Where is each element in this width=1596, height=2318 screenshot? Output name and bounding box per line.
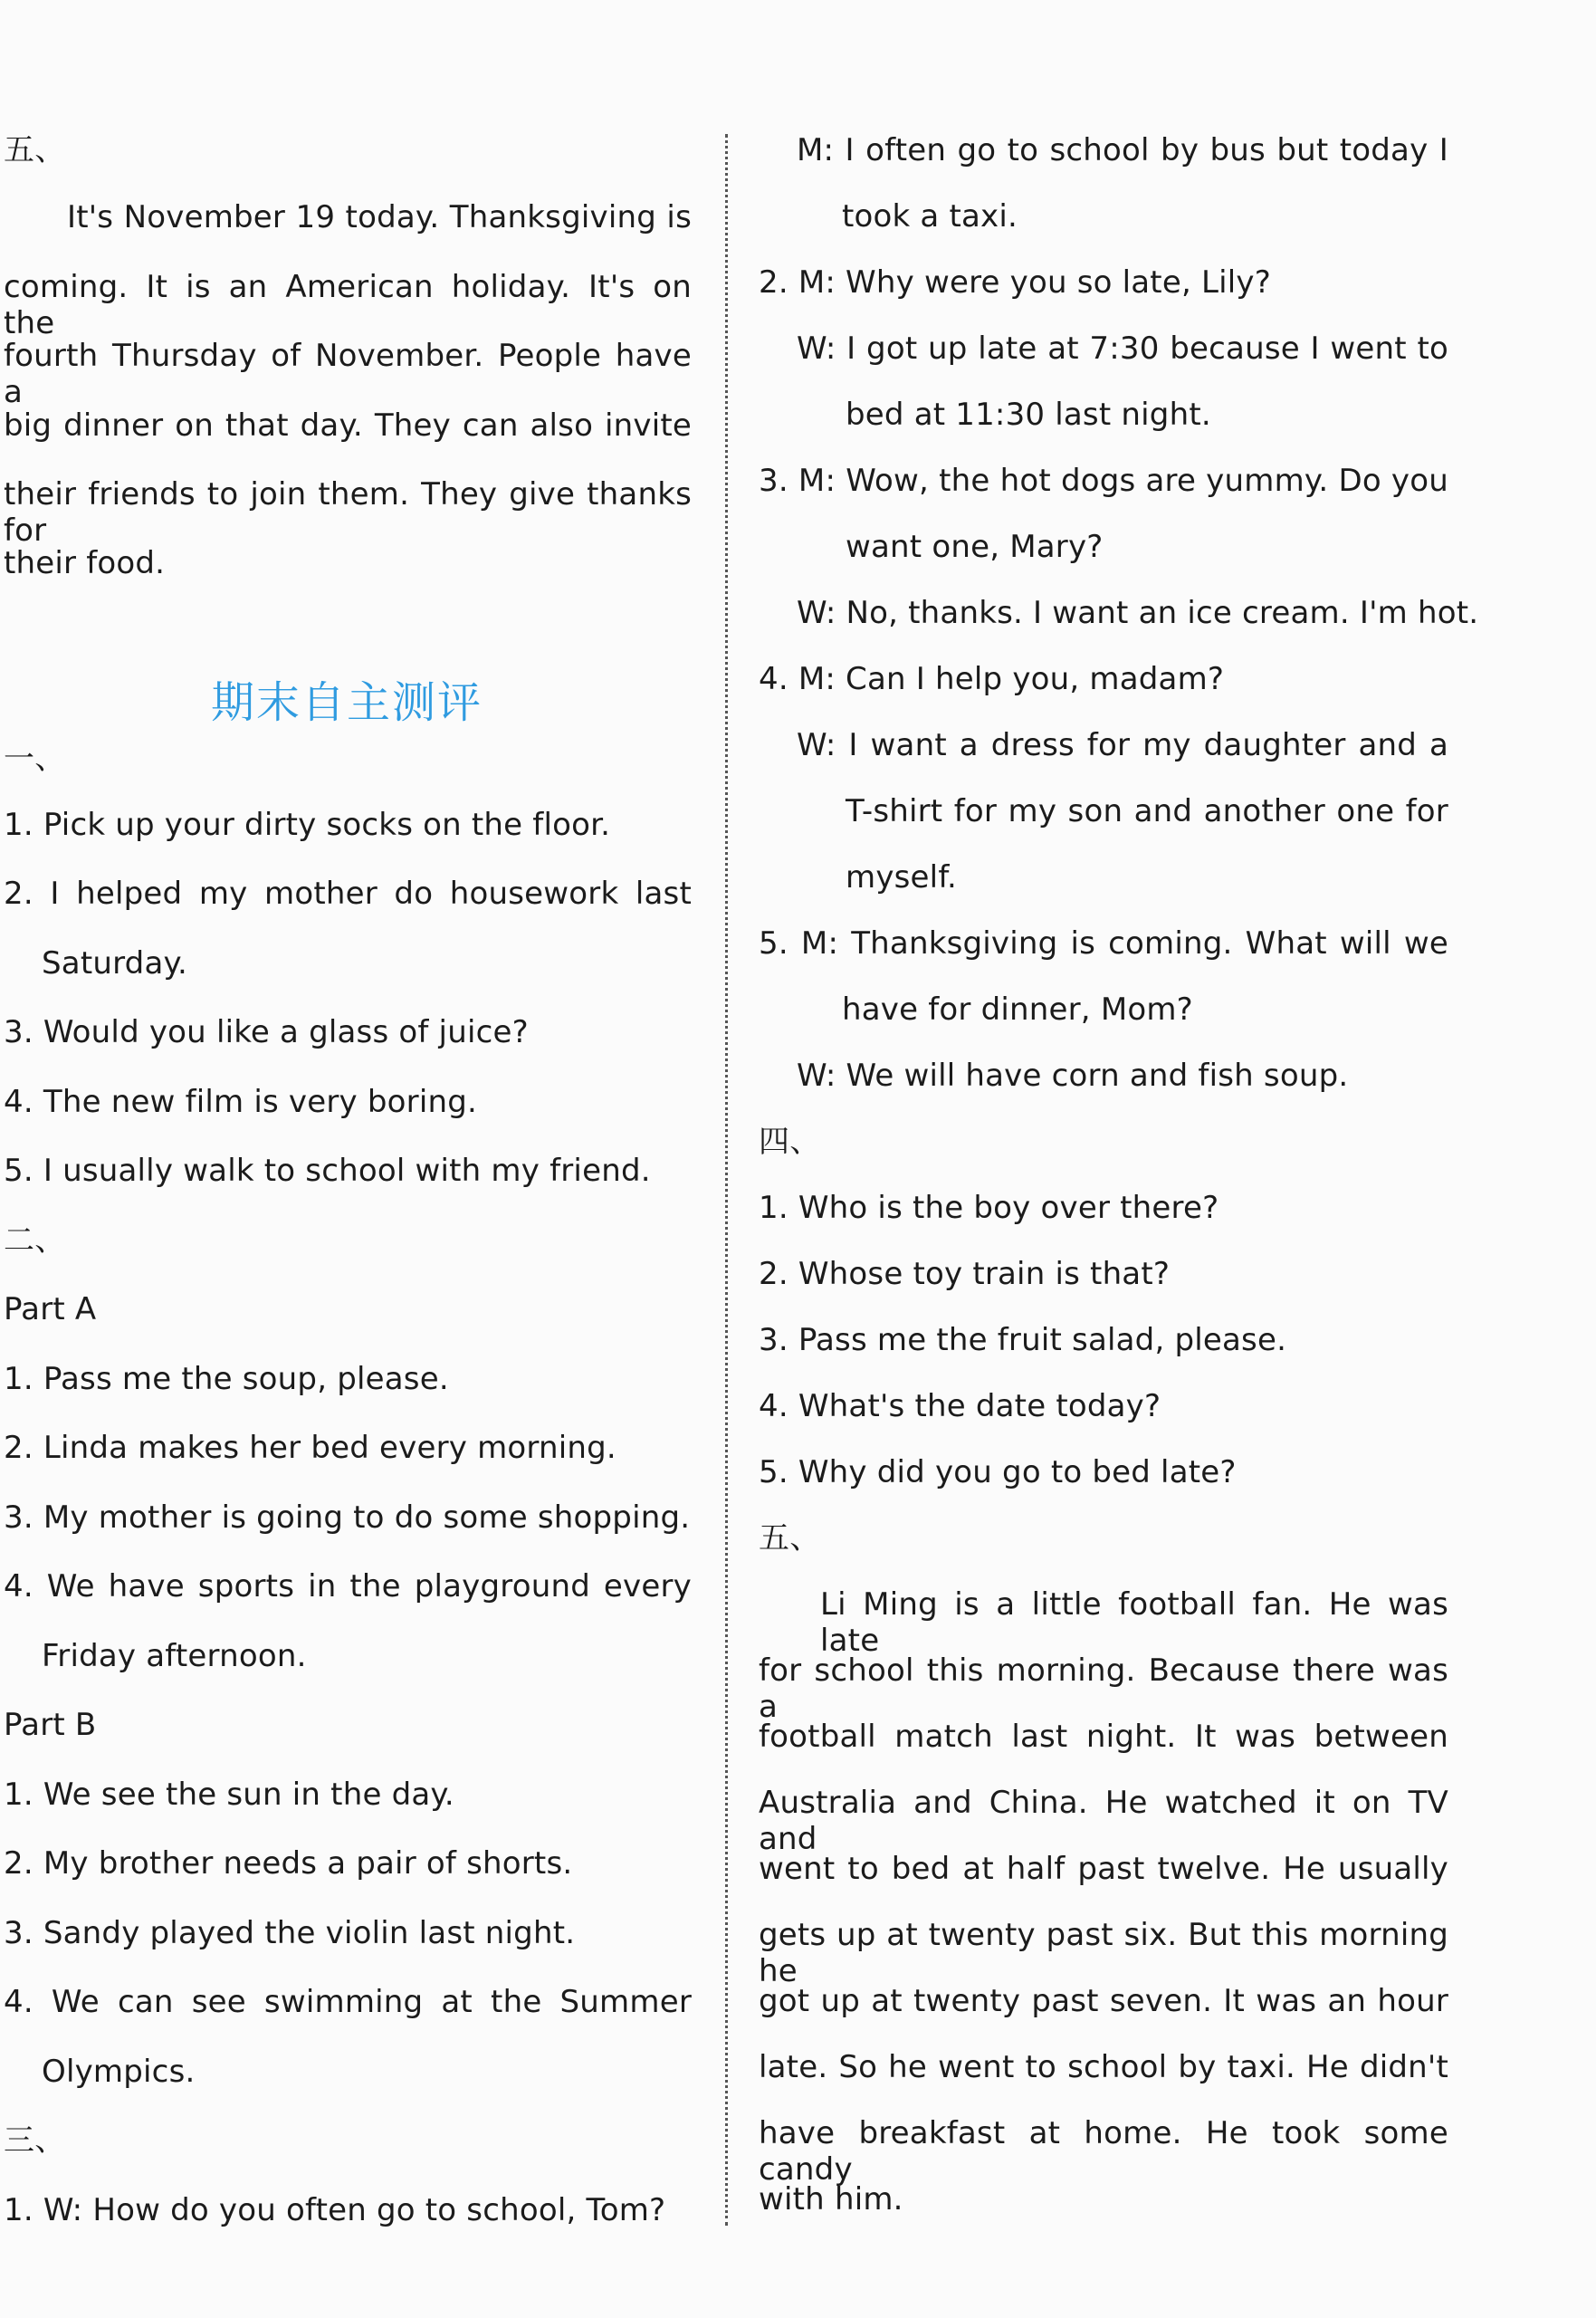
passage-line: went to bed at half past twelve. He usually [759, 1851, 1448, 1887]
list-item: 5. I usually walk to school with my friend. [4, 1153, 651, 1189]
passage-line: coming. It is an American holiday. It's on the [4, 269, 692, 341]
passage-line: Australia and China. He watched it on TV and [759, 1785, 1448, 1857]
passage-line: football match last night. It was between [759, 1719, 1448, 1755]
passage-line: got up at twenty past seven. It was an hour [759, 1983, 1448, 2019]
passage-line: their friends to join them. They give thanks for [4, 476, 692, 549]
list-item-continuation: Saturday. [42, 945, 187, 982]
dialogue-line: W: I want a dress for my daughter and a [797, 727, 1448, 763]
list-item: 1. Who is the boy over there? [759, 1190, 1219, 1226]
list-item: 4. We have sports in the playground every [4, 1568, 692, 1604]
list-item: 1. Pick up your dirty socks on the floor. [4, 807, 611, 843]
dialogue-line: 5. M: Thanksgiving is coming. What will we [759, 925, 1448, 962]
list-item: 3. Pass me the fruit salad, please. [759, 1322, 1287, 1358]
list-item: 5. Why did you go to bed late? [759, 1454, 1237, 1490]
dialogue-line: W: We will have corn and fish soup. [797, 1058, 1349, 1094]
list-item: 4. The new film is very boring. [4, 1084, 478, 1120]
passage-line: It's November 19 today. Thanksgiving is [67, 199, 692, 235]
section-5-heading: 五、 [4, 132, 66, 168]
dialogue-line: W: No, thanks. I want an ice cream. I'm hot. [797, 595, 1479, 631]
list-item: 3. Sandy played the violin last night. [4, 1915, 576, 1951]
section-3-heading: 三、 [4, 2122, 66, 2159]
dialogue-line: 3. M: Wow, the hot dogs are yummy. Do you [759, 463, 1448, 499]
right-column [757, 0, 1479, 2318]
list-item: 3. My mother is going to do some shopping. [4, 1499, 691, 1536]
list-item: 4. What's the date today? [759, 1388, 1161, 1424]
passage-line: with him. [759, 2181, 903, 2217]
list-item: 4. We can see swimming at the Summer [4, 1984, 692, 2020]
passage-line: fourth Thursday of November. People have a [4, 338, 692, 410]
dialogue-line: took a taxi. [842, 198, 1018, 235]
part-b-label: Part B [4, 1707, 97, 1743]
dialogue-line: 1. W: How do you often go to school, Tom? [4, 2192, 666, 2228]
list-item: 1. Pass me the soup, please. [4, 1361, 449, 1397]
left-column [0, 0, 693, 2318]
section-1-heading: 一、 [4, 741, 66, 777]
section-5-heading: 五、 [759, 1520, 821, 1557]
list-item-continuation: Olympics. [42, 2054, 196, 2090]
dialogue-line: bed at 11:30 last night. [846, 397, 1211, 433]
dialogue-line: T-shirt for my son and another one for [846, 793, 1448, 829]
list-item: 1. We see the sun in the day. [4, 1777, 454, 1813]
list-item: 2. My brother needs a pair of shorts. [4, 1845, 573, 1882]
dialogue-line: myself. [846, 859, 958, 896]
page-title: 期末自主测评 [210, 677, 483, 728]
dialogue-line: 2. M: Why were you so late, Lily? [759, 264, 1271, 301]
list-item-continuation: Friday afternoon. [42, 1638, 307, 1674]
list-item: 2. Whose toy train is that? [759, 1256, 1171, 1292]
list-item: 2. I helped my mother do housework last [4, 876, 692, 912]
list-item: 3. Would you like a glass of juice? [4, 1014, 529, 1050]
passage-line: have breakfast at home. He took some candy [759, 2115, 1448, 2188]
passage-line: for school this morning. Because there was a [759, 1652, 1448, 1725]
passage-line: late. So he went to school by taxi. He didn't [759, 2049, 1448, 2085]
passage-line: gets up at twenty past six. But this morning he [759, 1917, 1448, 1989]
list-item: 2. Linda makes her bed every morning. [4, 1430, 616, 1466]
section-4-heading: 四、 [759, 1124, 821, 1160]
part-a-label: Part A [4, 1291, 97, 1327]
dialogue-line: want one, Mary? [846, 529, 1104, 565]
passage-line: big dinner on that day. They can also invite [4, 407, 692, 444]
dialogue-line: M: I often go to school by bus but today I [797, 132, 1448, 168]
dialogue-line: have for dinner, Mom? [842, 991, 1193, 1028]
section-2-heading: 二、 [4, 1222, 66, 1259]
dialogue-line: 4. M: Can I help you, madam? [759, 661, 1225, 697]
passage-line: Li Ming is a little football fan. He was late [820, 1586, 1448, 1659]
dialogue-line: W: I got up late at 7:30 because I went to [797, 330, 1448, 367]
column-divider [725, 134, 728, 2226]
passage-line: their food. [4, 545, 166, 581]
